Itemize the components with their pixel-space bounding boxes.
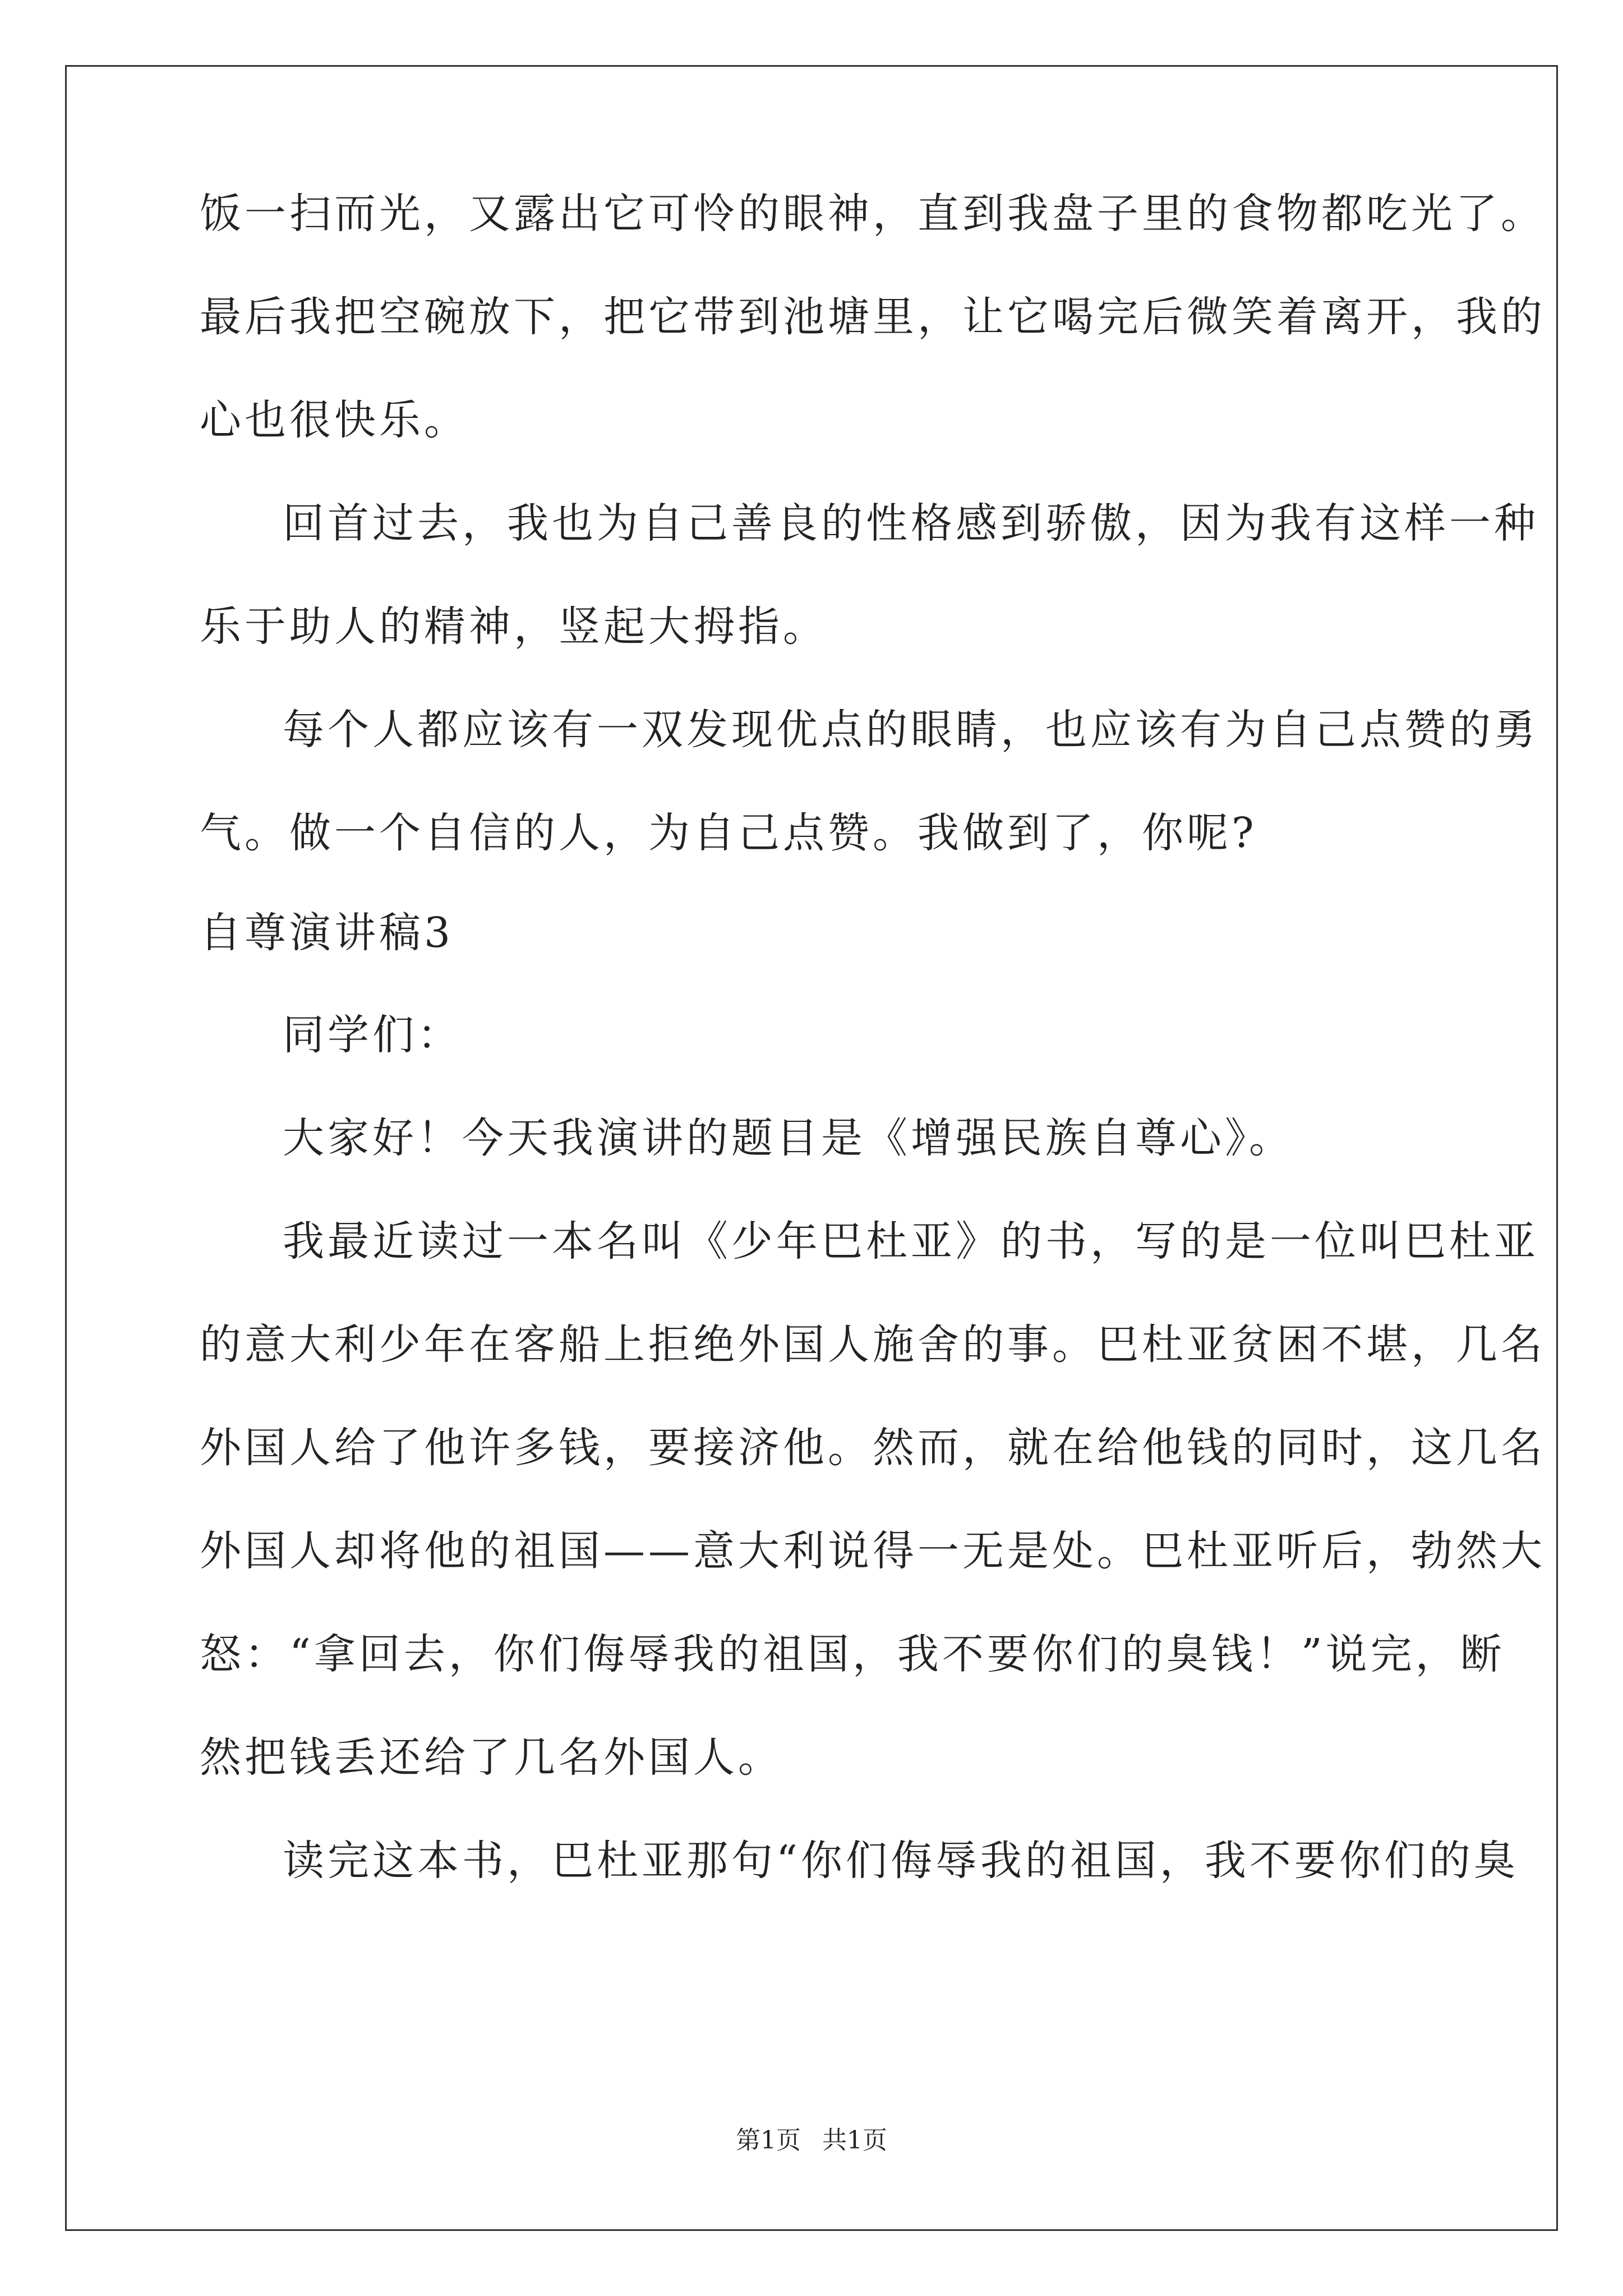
text-line: 同学们： [283,1011,462,1059]
text-line: 每个人都应该有一双发现优点的眼睛，也应该有为自己点赞的勇 [283,706,1539,754]
text-line: 外国人给了他许多钱，要接济他。然而，就在给他钱的同时，这几名 [200,1424,1546,1472]
text-line: 大家好！今天我演讲的题目是《增强民族自尊心》。 [283,1114,1294,1162]
page-number-current: 第1页 [736,2126,801,2155]
text-line: 外国人却将他的祖国——意大利说得一无是处。巴杜亚听后，勃然大 [200,1527,1546,1575]
text-line: 读完这本书，巴杜亚那句“你们侮辱我的祖国，我不要你们的臭 [283,1837,1519,1885]
text-line: 我最近读过一本名叫《少年巴杜亚》的书，写的是一位叫巴杜亚 [283,1217,1539,1266]
text-line: 的意大利少年在客船上拒绝外国人施舍的事。巴杜亚贫困不堪，几名 [200,1320,1546,1369]
text-line: 然把钱丢还给了几名外国人。 [200,1733,783,1782]
text-line: 怒：“拿回去，你们侮辱我的祖国，我不要你们的臭钱！”说完，断 [200,1630,1505,1678]
section-heading: 自尊演讲稿3 [200,909,454,957]
text-line: 乐于助人的精神，竖起大拇指。 [200,602,828,651]
text-line: 心也很快乐。 [200,396,469,444]
text-line: 最后我把空碗放下，把它带到池塘里，让它喝完后微笑着离开，我的 [200,293,1546,341]
text-line: 饭一扫而光，又露出它可怜的眼神，直到我盘子里的食物都吃光了。 [200,190,1546,238]
text-line: 气。做一个自信的人，为自己点赞。我做到了，你呢? [200,809,1257,857]
page-footer [0,2125,1623,2156]
page-number-total: 共1页 [822,2126,887,2155]
text-line: 回首过去，我也为自己善良的性格感到骄傲，因为我有这样一种 [283,499,1539,547]
